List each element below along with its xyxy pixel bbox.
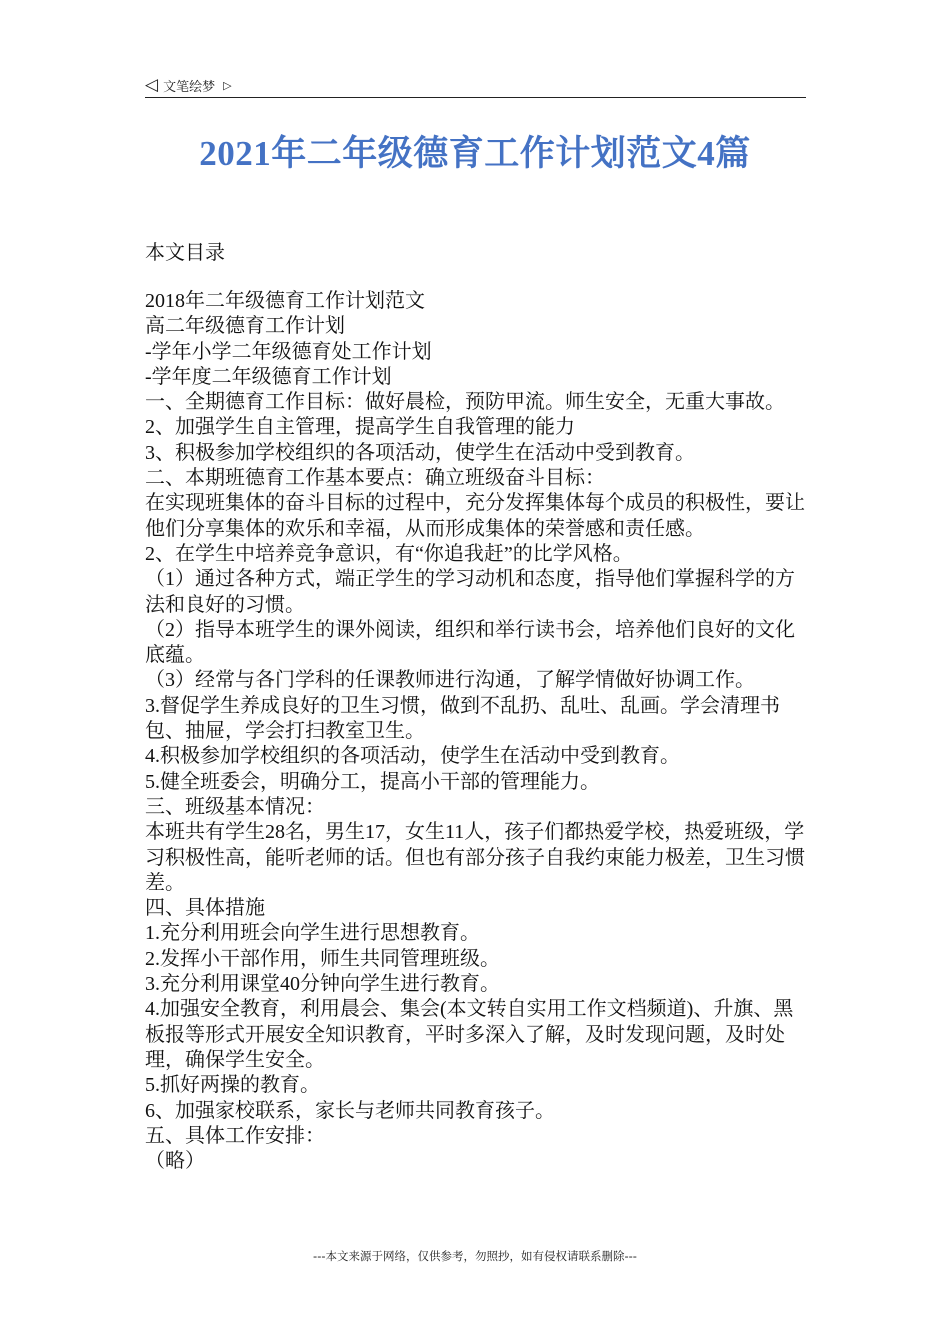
paragraph: 3.充分利用课堂40分钟向学生进行教育。 bbox=[145, 973, 500, 996]
right-triangle-icon: ▷ bbox=[223, 78, 232, 92]
paragraph: 1.充分利用班会向学生进行思想教育。 bbox=[145, 922, 480, 945]
paragraph: （1）通过各种方式，端正学生的学习动机和态度，指导他们掌握科学的方法和良好的习惯。 bbox=[145, 568, 795, 616]
section-heading: 三、班级基本情况： bbox=[145, 795, 325, 818]
paragraph: （略） bbox=[145, 1150, 205, 1173]
paragraph: 5.抓好两操的教育。 bbox=[145, 1074, 320, 1097]
left-triangle-icon: ◁ bbox=[145, 74, 159, 95]
paragraph: 5.健全班委会，明确分工，提高小干部的管理能力。 bbox=[145, 770, 600, 793]
section-heading: 五、具体工作安排： bbox=[145, 1124, 325, 1147]
toc-heading: 本文目录 bbox=[145, 242, 225, 264]
paragraph: 4.积极参加学校组织的各项活动，使学生在活动中受到教育。 bbox=[145, 745, 680, 768]
brand-label: 文笔绘梦 bbox=[163, 79, 216, 95]
document-body bbox=[145, 289, 813, 1174]
paragraph: 4.加强安全教育，利用晨会、集会(本文转自实用工作文档频道)、升旗、黑板报等形式开展安全知识教育，平时多深入了解，及时发现问题，及时处理，确保学生安全。 bbox=[145, 998, 794, 1071]
header-divider bbox=[145, 97, 806, 98]
paragraph: 在实现班集体的奋斗目标的过程中，充分发挥集体每个成员的积极性，要让他们分享集体的欢乐和幸福，从而形成集体的荣誉感和责任感。 bbox=[145, 492, 805, 540]
paragraph: 6、加强家校联系，家长与老师共同教育孩子。 bbox=[145, 1099, 555, 1122]
paragraph: （2）指导本班学生的课外阅读，组织和举行读书会，培养他们良好的文化底蕴。 bbox=[145, 618, 795, 667]
paragraph: 二、本期班德育工作基本要点：确立班级奋斗目标： bbox=[145, 467, 605, 490]
toc-item: 2018年二年级德育工作计划范文 bbox=[145, 290, 425, 312]
document-title: 2021年二年级德育工作计划范文4篇 bbox=[199, 134, 751, 173]
paragraph: 3、积极参加学校组织的各项活动，使学生在活动中受到教育。 bbox=[145, 441, 695, 464]
toc-item: -学年小学二年级德育处工作计划 bbox=[145, 340, 432, 363]
toc-item: -学年度二年级德育工作计划 bbox=[145, 365, 392, 388]
paragraph: 一、全期德育工作目标：做好晨检，预防甲流。师生安全，无重大事故。 bbox=[145, 391, 785, 414]
paragraph: 2.发挥小干部作用，师生共同管理班级。 bbox=[145, 947, 500, 970]
paragraph: 2、在学生中培养竞争意识，有“你追我赶”的比学风格。 bbox=[145, 542, 633, 565]
toc-item: 高二年级德育工作计划 bbox=[145, 315, 345, 338]
paragraph: 3.督促学生养成良好的卫生习惯，做到不乱扔、乱吐、乱画。学会清理书包、抽屉，学会打扫教室卫生。 bbox=[145, 694, 780, 743]
footer-disclaimer: ---本文来源于网络，仅供参考，勿照抄，如有侵权请联系删除--- bbox=[313, 1249, 637, 1263]
paragraph: 2、加强学生自主管理，提高学生自我管理的能力 bbox=[145, 416, 575, 439]
page-header bbox=[145, 74, 232, 96]
section-heading: 四、具体措施 bbox=[145, 897, 265, 920]
paragraph: 本班共有学生28名，男生17，女生11人，孩子们都热爱学校，热爱班级，学习积极性高，能听老师的话。但也有部分孩子自我约束能力极差，卫生习惯差。 bbox=[145, 821, 805, 894]
paragraph: （3）经常与各门学科的任课教师进行沟通，了解学情做好协调工作。 bbox=[145, 669, 755, 692]
